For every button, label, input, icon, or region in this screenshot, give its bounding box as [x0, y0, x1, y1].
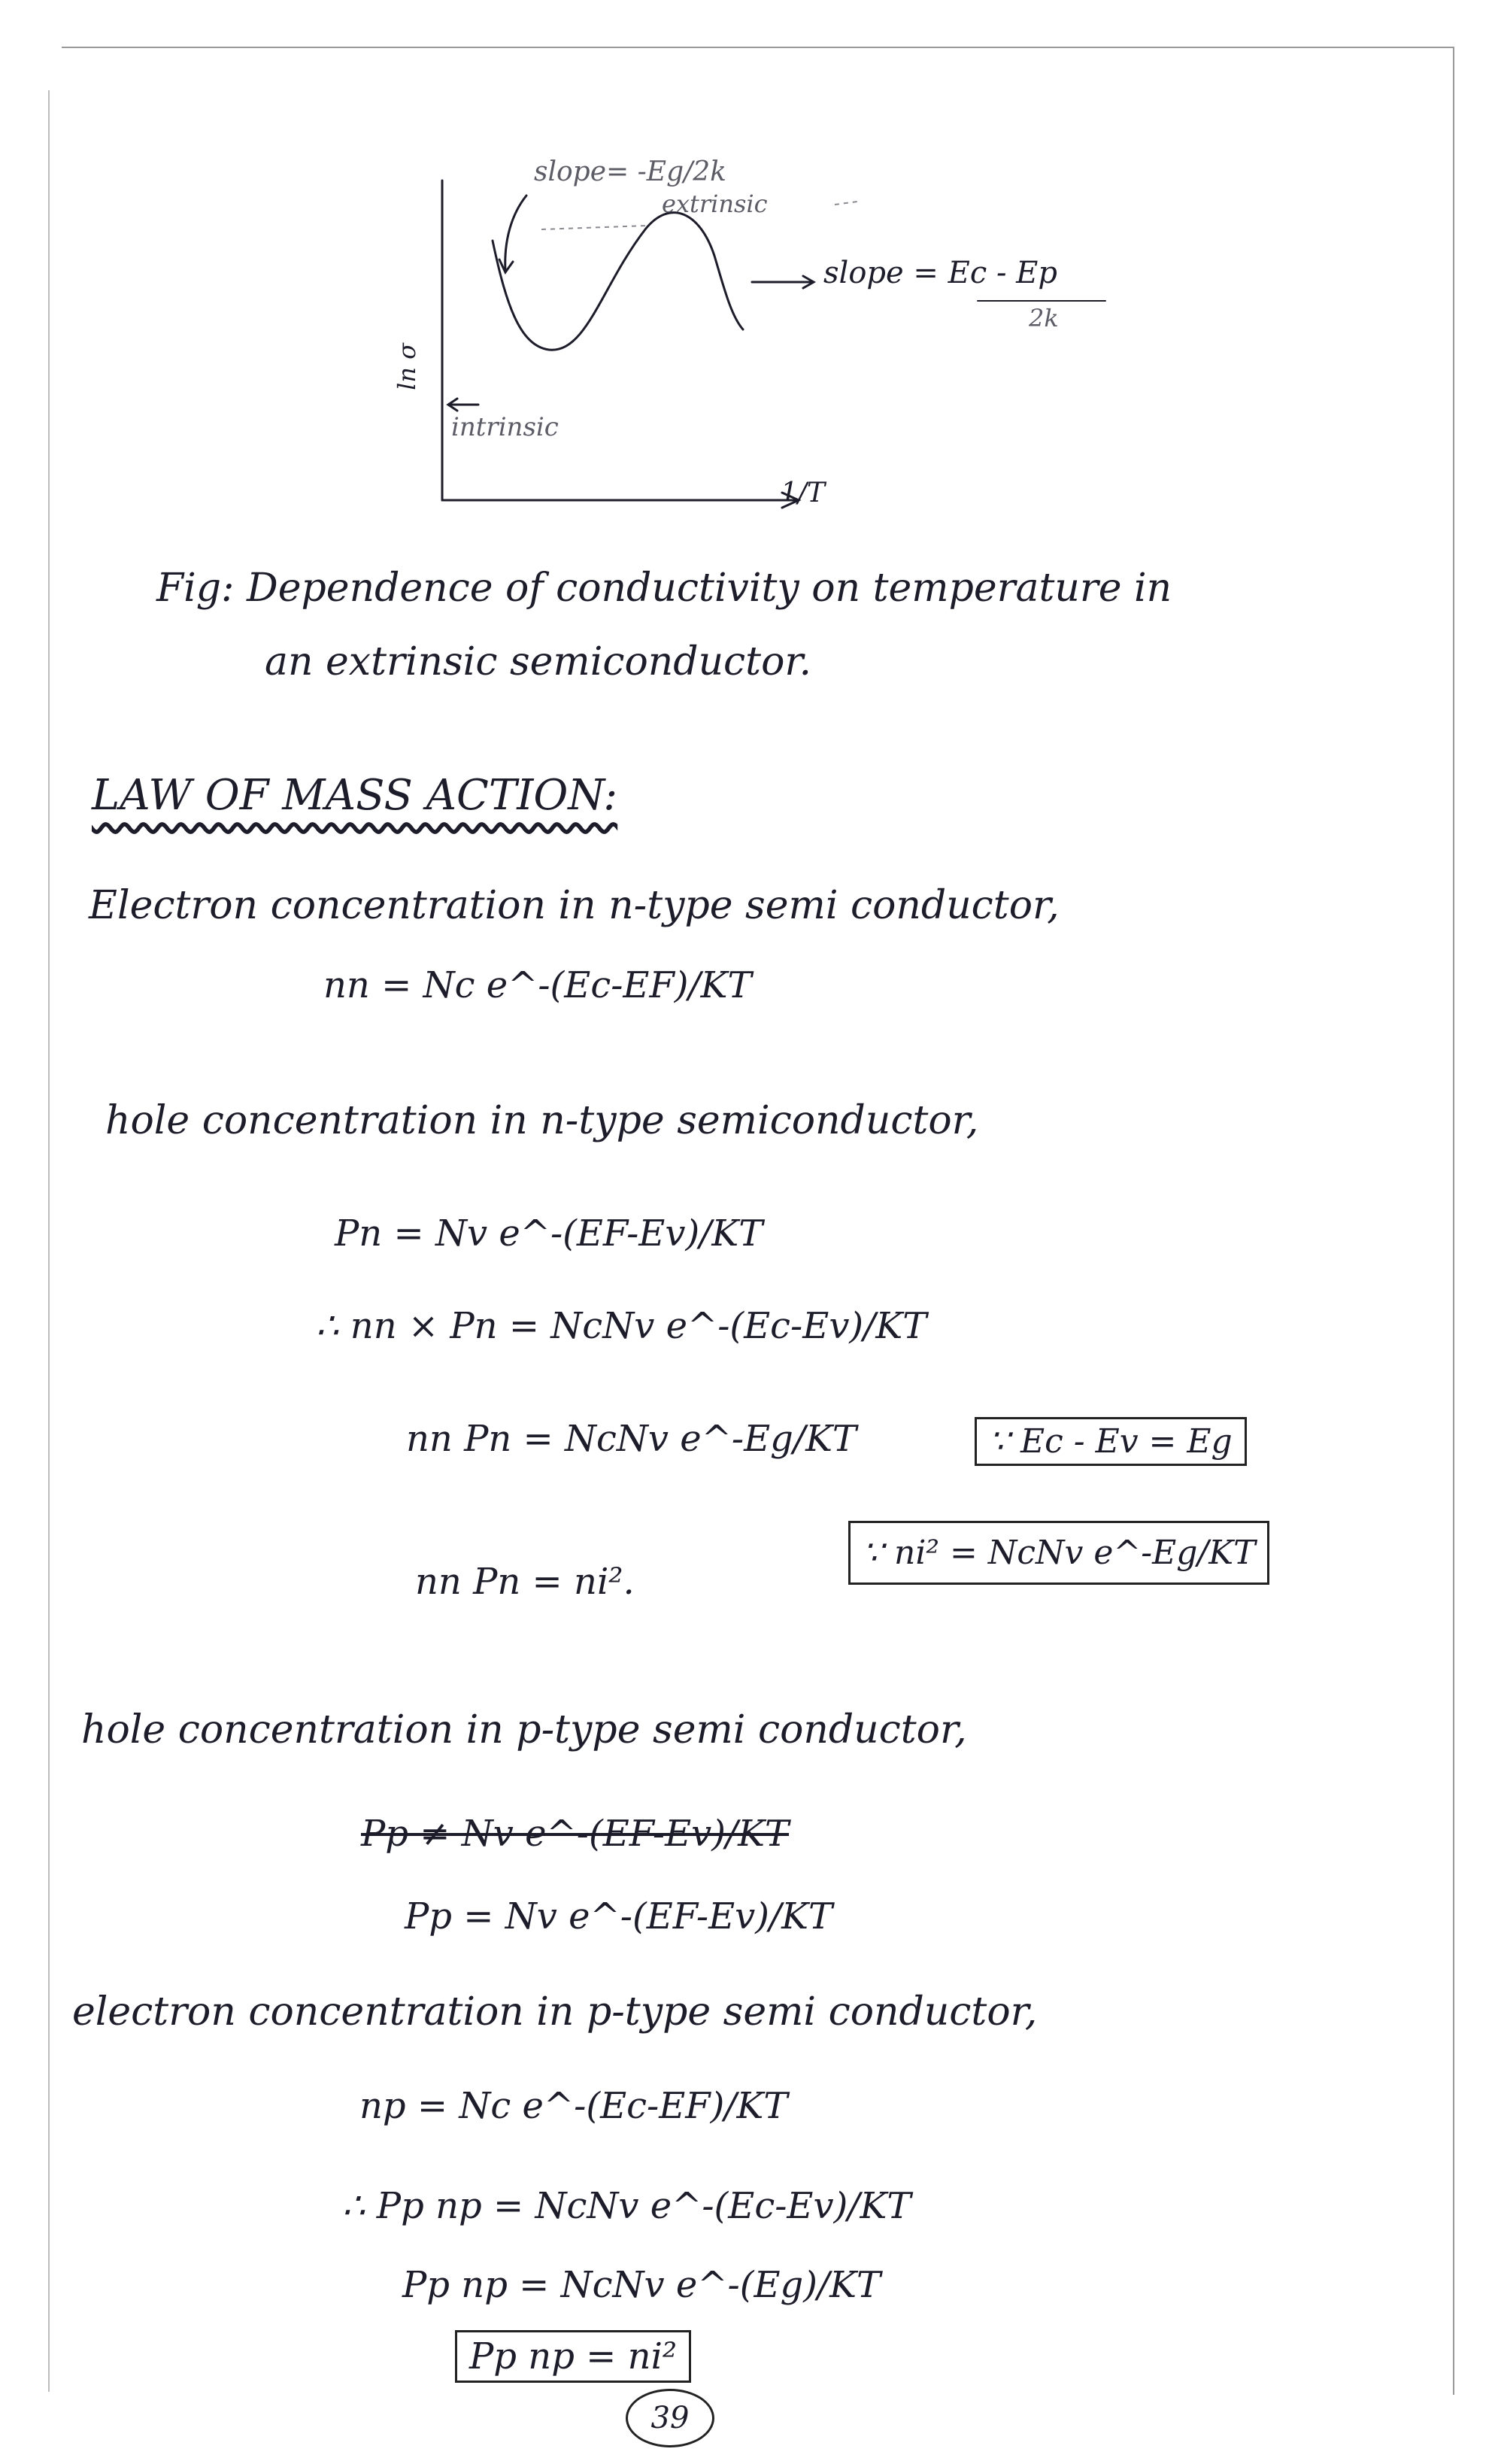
- eq-nn-times-pn: ∴ nn × Pn = NcNv e^-(Ec-Ev)/KT: [316, 1305, 927, 1347]
- figure-caption-line2: an extrinsic semiconductor.: [265, 639, 812, 684]
- note-box-ni2: ∵ ni² = NcNv e^-Eg/KT: [848, 1521, 1269, 1585]
- conductivity-figure: [0, 0, 1498, 542]
- page-number: 39: [626, 2389, 714, 2447]
- x-axis-label: 1/T: [781, 478, 826, 508]
- extrinsic-label: extrinsic: [662, 190, 768, 218]
- figure-caption-line1: Fig: Dependence of conductivity on temperature in: [156, 566, 1172, 611]
- eq-pp-np: ∴ Pp np = NcNv e^-(Ec-Ev)/KT: [342, 2185, 911, 2227]
- left-bracket: [505, 196, 526, 271]
- eq-pn: Pn = Nv e^-(EF-Ev)/KT: [335, 1212, 763, 1255]
- conductivity-curve: [493, 213, 743, 350]
- result-box: Pp np = ni²: [455, 2330, 691, 2383]
- line-hole-p: hole concentration in p-type semi conductor,: [81, 1707, 967, 1752]
- eq-pp: Pp = Nv e^-(EF-Ev)/KT: [405, 1895, 833, 1938]
- eq-pp-np-eg: Pp np = NcNv e^-(Eg)/KT: [402, 2264, 881, 2306]
- line-hole-n: hole concentration in n-type semiconductor,: [105, 1098, 979, 1143]
- section-heading: LAW OF MASS ACTION:: [92, 771, 618, 820]
- y-axis-label: ln σ: [393, 343, 421, 390]
- note-box-eg: ∵ Ec - Ev = Eg: [975, 1417, 1247, 1466]
- eq-nn-pn-ni2: nn Pn = ni².: [415, 1561, 635, 1603]
- extrinsic-arrow: [541, 226, 647, 229]
- slope-right-label: slope = Ec - Ep: [823, 256, 1057, 290]
- line-electron-p: electron concentration in p-type semi conductor,: [72, 1989, 1038, 2035]
- slope-right-denominator: 2k: [1029, 304, 1059, 332]
- eq-pp-struck: Pp ≠ Nv e^-(EF-Ev)/KT: [361, 1813, 790, 1855]
- eq-np: np = Nc e^-(Ec-EF)/KT: [359, 2085, 788, 2127]
- eq-nn-pn-eg: nn Pn = NcNv e^-Eg/KT: [406, 1418, 857, 1460]
- eq-nn: nn = Nc e^-(Ec-EF)/KT: [323, 964, 752, 1006]
- intrinsic-label: intrinsic: [451, 412, 559, 442]
- line-electron-n: Electron concentration in n-type semi conductor,: [89, 883, 1060, 928]
- slope-top-label: slope= -Eg/2k: [534, 156, 726, 187]
